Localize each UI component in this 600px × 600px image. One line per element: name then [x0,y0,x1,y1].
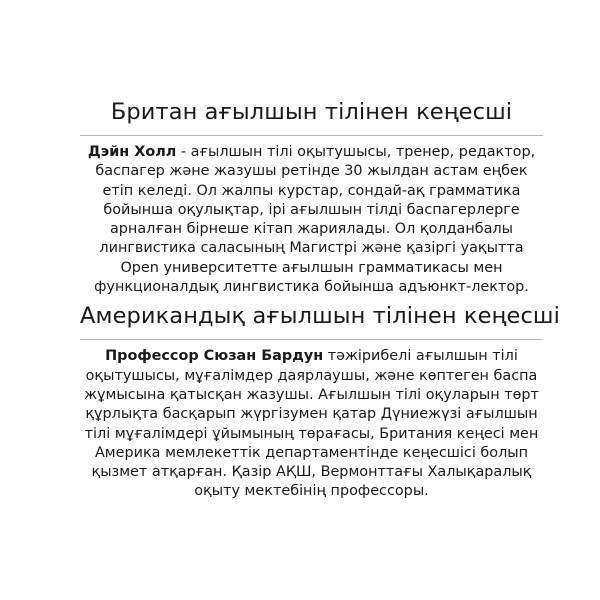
document-page [80,96,560,502]
british-consultant-section [80,96,543,297]
title-divider [80,135,543,136]
section-title-british: Британ ағылшын тілінен кеңесші [110,99,513,125]
bio-paragraph-american [80,347,543,501]
title-divider [80,339,543,340]
bio-text-american: тәжірибелі ағылшын тілі оқытушысы, мұғалімдер даярлаушы, және көптеген баспа жұмысына қатысқан жазушы. Ағылшын тілі оқуларын төрт құрлықта басқарып жүргізумен қатар Дүниежүзі ағылшын тілі мұғалімдері ұйымының төрағасы, Британия кеңесі мен Америка мемлекеттік департаментінде кеңесшісі болып қызмет атқарған. Қазір АҚШ, Вермонттағы Халықаралық оқыту мектебінің профессоры. [84,348,539,500]
bio-text-british: - ағылшын тілі оқытушысы, тренер, редактор, баспагер және жазушы ретінде 30 жылдан астам еңбек етіп келеді. Ол жалпы курстар, сондай-ақ грамматика бойынша оқулықтар, ірі ағылшын тілді баспагерлерге арналған бірнеше кітап жариялады. Ол қолданбалы лингвистика саласының Магистрі және қазіргі уақытта Open университетте ағылшын грамматикасы мен функционалдық лингвистика бойынша адъюнкт-лектор. [94,144,536,296]
consultant-name-american: Профессор Сюзан Бардун [105,348,324,365]
section-title-american: Американдық ағылшын тілінен кеңесші [80,303,560,330]
consultant-name-british: Дэйн Холл [87,144,177,160]
bio-paragraph-british [80,143,543,297]
american-consultant-section [80,300,560,501]
